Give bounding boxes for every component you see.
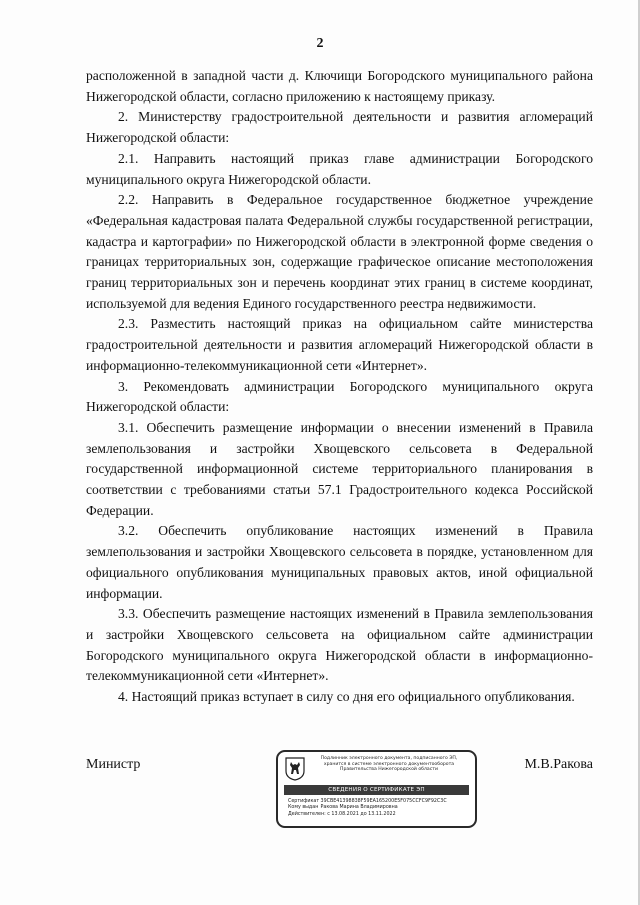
signatory-name: М.В.Ракова [524, 757, 593, 772]
document-body [86, 66, 593, 708]
paragraph: расположенной в западной части д. Ключищи Богородского муниципального района Нижегородской области, согласно приложению к настоящему приказу. [86, 68, 593, 104]
issued-to-label: Кому выдан [288, 805, 319, 811]
paragraph: 4. Настоящий приказ вступает в силу со дня его официального опубликования. [118, 689, 575, 705]
paragraph: 2. Министерству градостроительной деятельности и развития агломераций Нижегородской области: [86, 109, 593, 146]
signatory-role: Министр [86, 757, 141, 772]
stamp-certificate-details [288, 799, 470, 818]
stamp-header [308, 756, 470, 773]
stamp-certificate-title: СВЕДЕНИЯ О СЕРТИФИКАТЕ ЭП [284, 785, 469, 795]
page-number: 2 [316, 36, 324, 51]
paragraph: 3. Рекомендовать администрации Богородского муниципального округа Нижегородской области: [86, 378, 593, 415]
stamp-header-line: хранится в системе электронного документооборота [323, 761, 455, 767]
valid-row [288, 812, 470, 818]
paragraph: 2.2. Направить в Федеральное государственное бюджетное учреждение «Федеральная кадастровая палата Федеральной службы государственной регистрации, кадастра и картографии» по Нижегородской области в электронной форме сведения о границах территориальных зон, содержащие графическое описание местоположения границ территориальных зон и перечень координат этих границ в системе координат, используемой для ведения Единого государственного реестра недвижимости. [86, 192, 593, 311]
valid-value: с 13.08.2021 до 13.11.2022 [327, 811, 396, 817]
electronic-signature-stamp [276, 750, 477, 828]
paragraph: 3.2. Обеспечить опубликование настоящих изменений в Правила землепользования и застройки Хвощевского сельсовета в порядке, установленном для официального опубликования муниципальных правовых актов, иной официальной информации. [86, 523, 593, 601]
paragraph: 3.3. Обеспечить размещение настоящих изменений в Правила землепользования и застройки Хвощевского сельсовета на официальном сайте администрации Богородского муниципального округа Нижегородской области в информационно-телекоммуникационной сети «Интернет». [86, 606, 593, 684]
stamp-header-line: Подлинник электронного документа, подписанного ЭП, [320, 756, 458, 761]
valid-label: Действителен: [288, 811, 326, 817]
paragraph: 2.3. Разместить настоящий приказ на официальном сайте министерства градостроительной деятельности и развития агломераций Нижегородской области в информационно-телекоммуникационной сети «Интернет». [86, 316, 593, 373]
certificate-label: Сертификат [288, 799, 320, 804]
stamp-header-line: Правительства Нижегородской области [340, 767, 438, 773]
paragraph: 2.1. Направить настоящий приказ главе администрации Богородского муниципального округа Нижегородской области. [86, 150, 593, 187]
deer-emblem-icon [285, 757, 305, 781]
certificate-value: 39CBE41398838F59EA165200E5F075CCFC9F92C3C [320, 799, 447, 804]
paragraph: 3.1. Обеспечить размещение информации о внесении изменений в Правила землепользования и застройки Хвощевского сельсовета в Федеральной государственной информационной системе территориального планирования в соответствии с требованиями статьи 57.1 Градостроительного кодекса Российской Федерации. [86, 419, 593, 518]
issued-to-value: Ракова Марина Владимировна [320, 805, 398, 811]
